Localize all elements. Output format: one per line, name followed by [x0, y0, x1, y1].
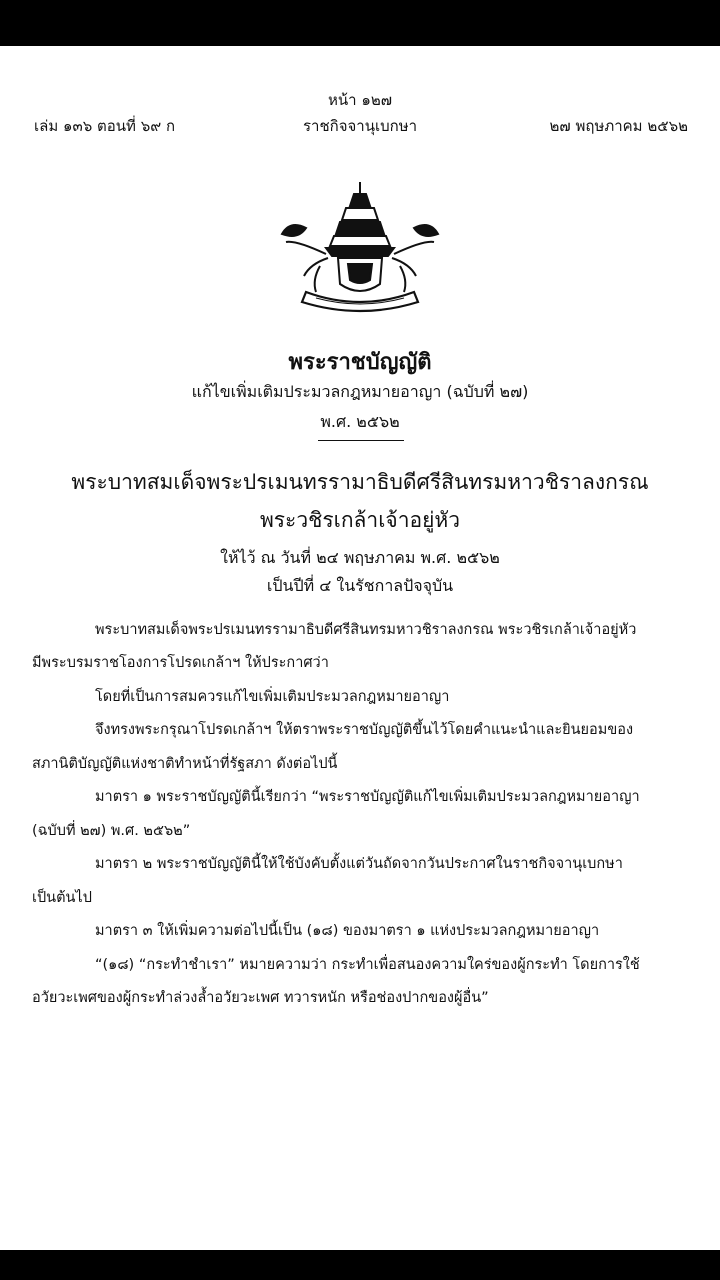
act-year: พ.ศ. ๒๕๖๒: [320, 412, 400, 431]
act-subtitle: แก้ไขเพิ่มเติมประมวลกฎหมายอาญา (ฉบับที่ ๒๗): [191, 382, 529, 401]
preamble-line-1: พระบาทสมเด็จพระปรเมนทรรามาธิบดีศรีสินทรมหาวชิราลงกรณ พระวชิรเกล้าเจ้าอยู่หัว: [95, 622, 637, 638]
title-divider: [318, 440, 404, 441]
page-number: หน้า ๑๒๗: [327, 91, 393, 109]
royal-garuda-emblem-icon: [276, 180, 444, 316]
king-name-line-1: พระบาทสมเด็จพระปรเมนทรรามาธิบดีศรีสินทรมหาวชิราลงกรณ: [71, 470, 649, 494]
section-3: มาตรา ๓ ให้เพิ่มความต่อไปนี้เป็น (๑๘) ของมาตรา ๑ แห่งประมวลกฎหมายอาญา: [95, 923, 600, 939]
gazette-name: ราชกิจจานุเบกษา: [302, 117, 418, 135]
publication-date: ๒๗ พฤษภาคม ๒๕๖๒: [549, 117, 688, 135]
enactment-line-2: สภานิติบัญญัติแห่งชาติทำหน้าที่รัฐสภา ดังต่อไปนี้: [32, 756, 338, 772]
section-1-line-1: มาตรา ๑ พระราชบัญญัตินี้เรียกว่า “พระราชบัญญัติแก้ไขเพิ่มเติมประมวลกฎหมายอาญา: [95, 789, 640, 805]
enactment-line-1: จึงทรงพระกรุณาโปรดเกล้าฯ ให้ตราพระราชบัญญัติขึ้นไว้โดยคำแนะนำและยินยอมของ: [95, 722, 634, 738]
status-bar: [0, 0, 720, 46]
preamble-reason: โดยที่เป็นการสมควรแก้ไขเพิ่มเติมประมวลกฎหมายอาญา: [95, 689, 450, 705]
definition-line-2: อวัยวะเพศของผู้กระทำล่วงล้ำอวัยวะเพศ ทวารหนัก หรือช่องปากของผู้อื่น”: [32, 990, 489, 1006]
navigation-bar: [0, 1250, 720, 1280]
reign-year: เป็นปีที่ ๔ ในรัชกาลปัจจุบัน: [266, 576, 454, 595]
king-name-line-2: พระวชิรเกล้าเจ้าอยู่หัว: [259, 508, 461, 532]
preamble-line-2: มีพระบรมราชโองการโปรดเกล้าฯ ให้ประกาศว่า: [32, 655, 329, 671]
volume-issue: เล่ม ๑๓๖ ตอนที่ ๖๙ ก: [34, 117, 176, 135]
definition-line-1: “(๑๘) “กระทำชำเรา” หมายความว่า กระทำเพื่อสนองความใคร่ของผู้กระทำ โดยการใช้: [95, 957, 640, 973]
section-2-line-1: มาตรา ๒ พระราชบัญญัตินี้ให้ใช้บังคับตั้งแต่วันถัดจากวันประกาศในราชกิจจานุเบกษา: [95, 856, 623, 872]
act-title: พระราชบัญญัติ: [288, 350, 432, 375]
section-1-line-2: (ฉบับที่ ๒๗) พ.ศ. ๒๕๖๒”: [32, 823, 191, 839]
given-date: ให้ไว้ ณ วันที่ ๒๔ พฤษภาคม พ.ศ. ๒๕๖๒: [220, 548, 500, 567]
section-2-line-2: เป็นต้นไป: [32, 890, 92, 906]
